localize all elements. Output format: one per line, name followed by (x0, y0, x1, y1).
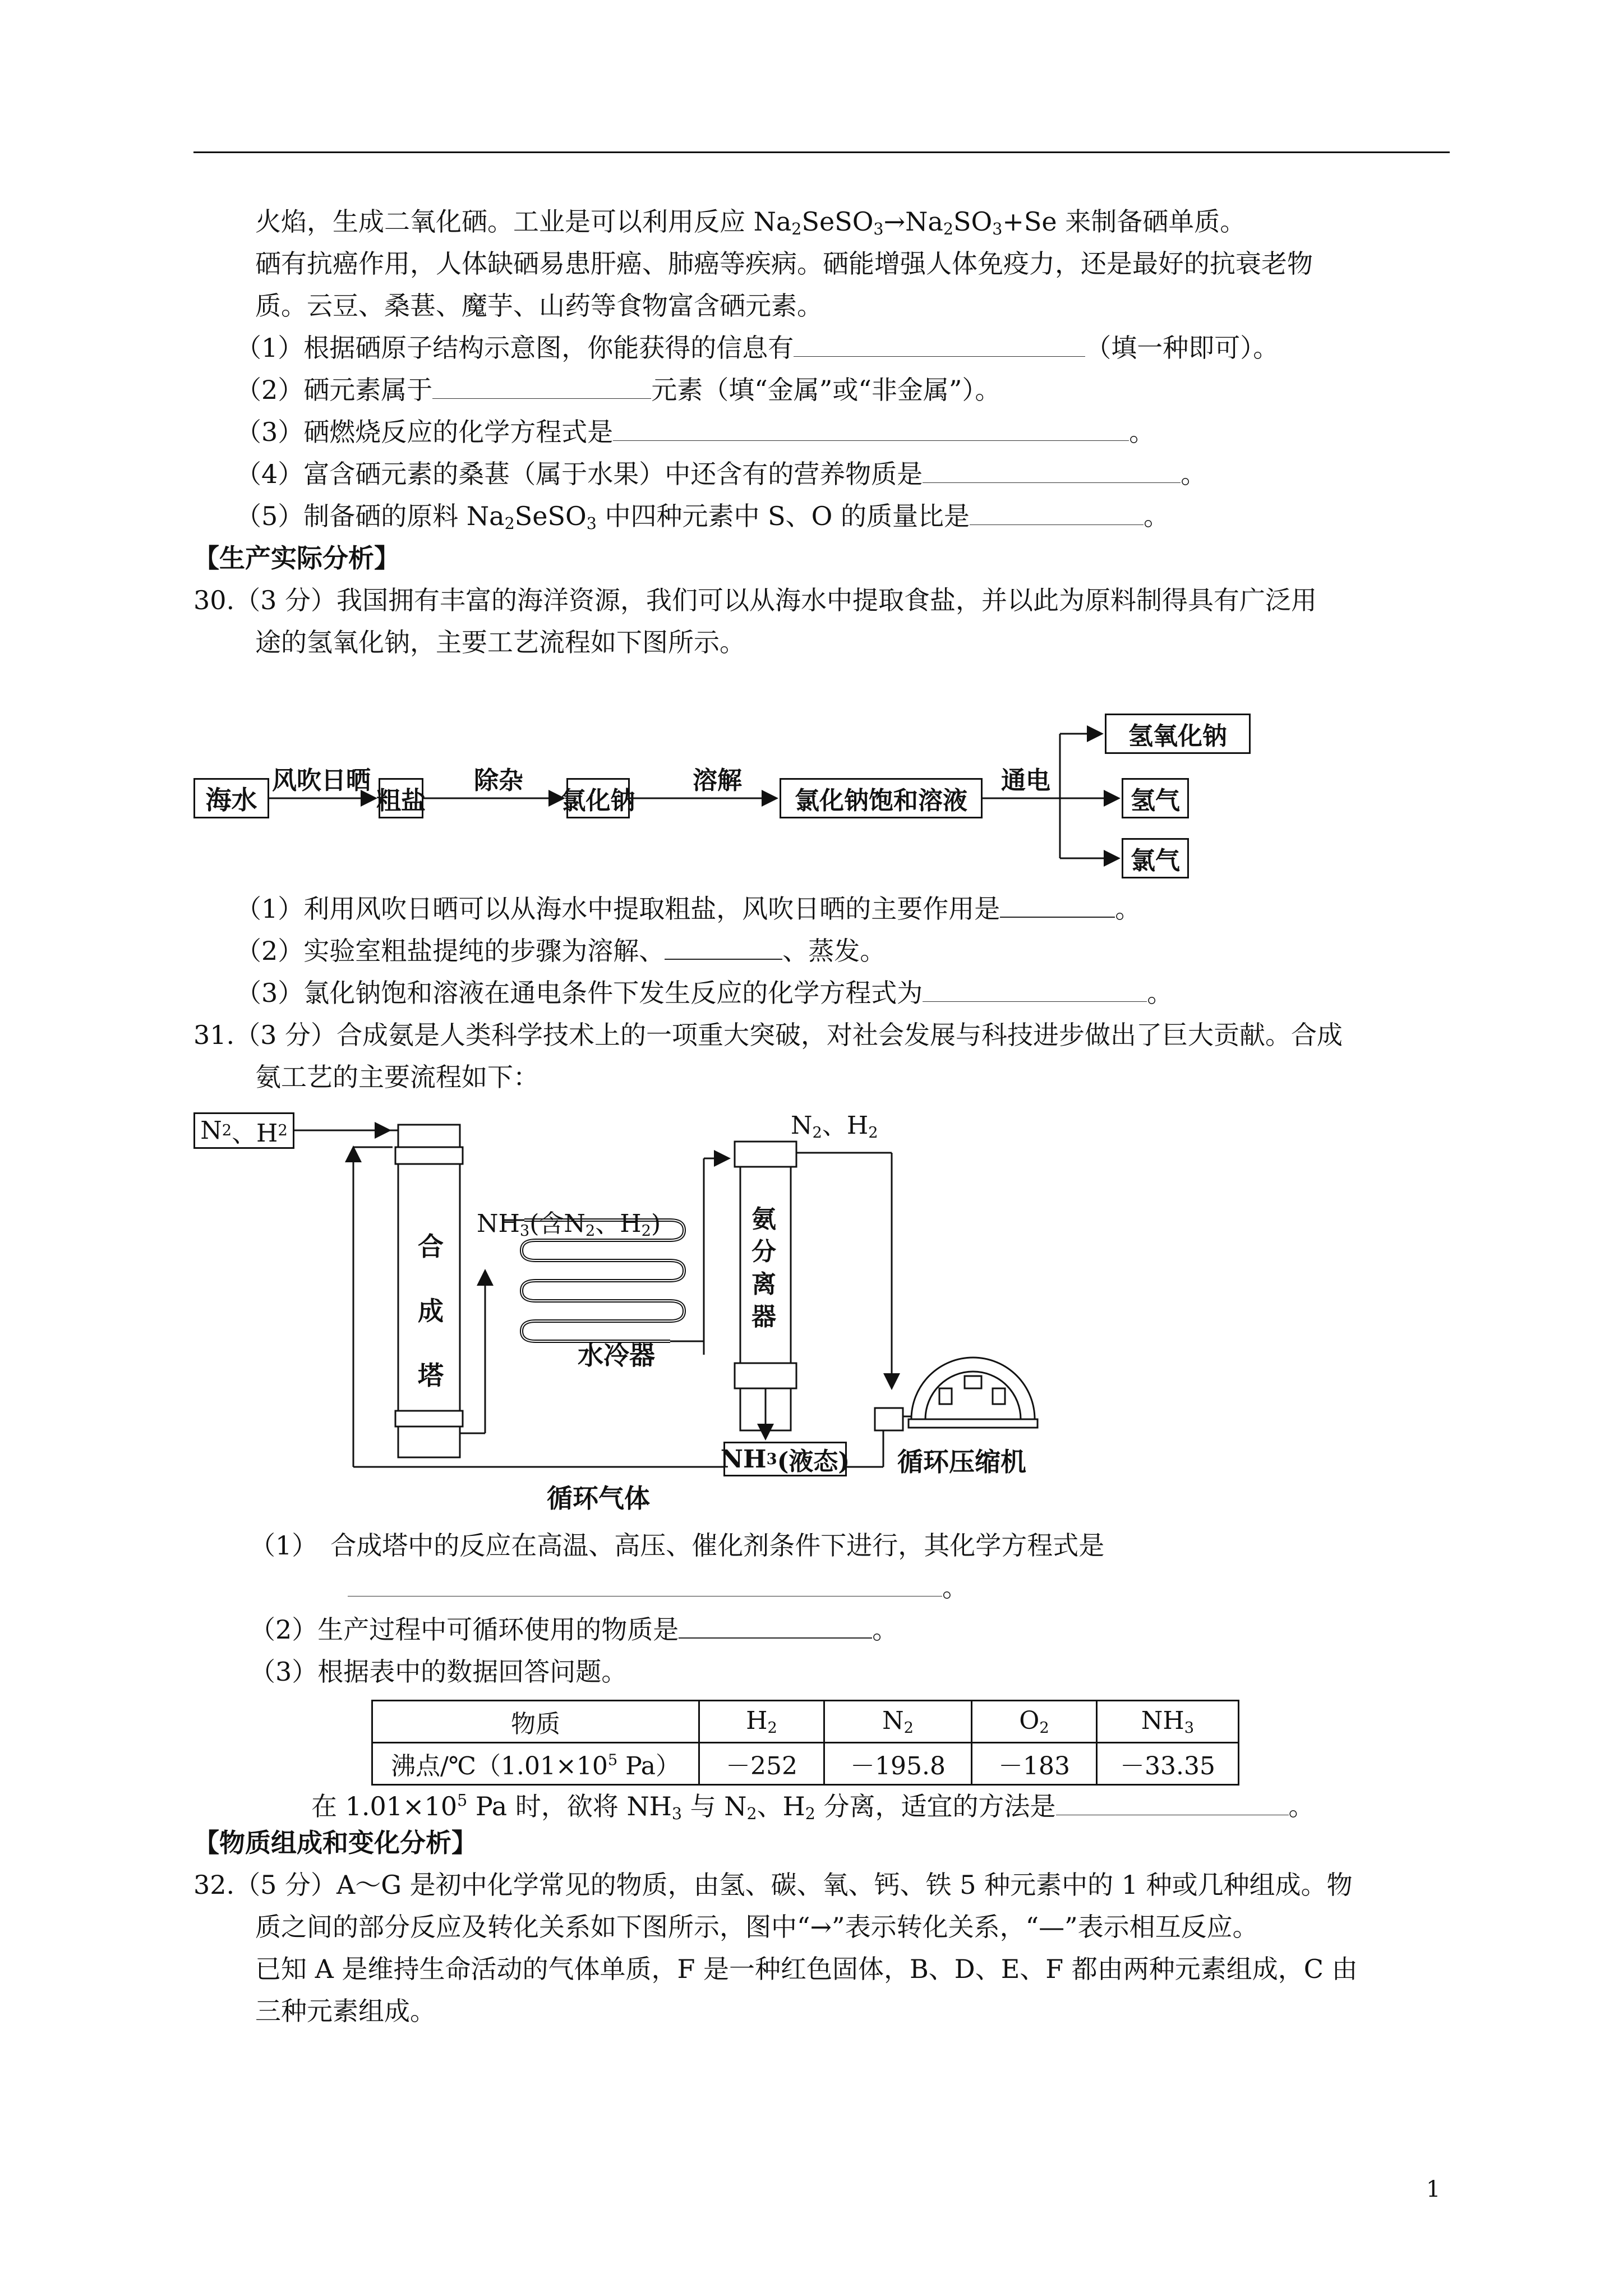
question-29-1: （1）根据硒原子结构示意图，你能获得的信息有 （填一种即可）。 (236, 333, 1279, 363)
answer-blank[interactable] (923, 460, 1181, 483)
text-line: 质。云豆、桑葚、魔芋、山药等食物富含硒元素。 (255, 291, 823, 321)
box-saturated-solution: 氯化钠饱和溶液 (780, 778, 983, 818)
question-30-stem: 30.（3 分）我国拥有丰富的海洋资源，我们可以从海水中提取食盐，并以此为原料制得具有广泛用 (193, 585, 1317, 615)
text-line: 硒有抗癌作用，人体缺硒易患肝癌、肺癌等疾病。硒能增强人体免疫力，还是最好的抗衰老物 (255, 249, 1313, 279)
question-32-line: 32.（5 分）A～G 是初中化学常见的物质，由氢、碳、氧、钙、铁 5 种元素中的 1 种或几种组成。物 (193, 1870, 1353, 1900)
input-gas-box: N 2 、H 2 (193, 1112, 294, 1149)
separator-label: 氨 分 离 器 (751, 1205, 776, 1331)
answer-blank[interactable] (970, 502, 1144, 525)
answer-blank[interactable] (1000, 894, 1115, 918)
answer-blank[interactable] (665, 936, 782, 960)
answer-blank[interactable] (679, 1615, 872, 1639)
question-29-3: （3）硒燃烧反应的化学方程式是 。 (236, 417, 1155, 447)
synthesis-tower-label: 合 成 塔 (418, 1231, 444, 1391)
process-flow-diagram (193, 707, 1276, 892)
question-32-line: 质之间的部分反应及转化关系如下图所示，图中“→”表示转化关系，“—”表示相互反应。 (255, 1912, 1258, 1942)
question-31-3-prompt: 在 $1.01\times 10^5$ Pa 时，欲将 $NH_3$ 与 $N_2$、$H_2$ 分离，适宜的方法是 。 (311, 1791, 1315, 1824)
mixture-label: $NH_3$(含$N_2$、$H_2$) (477, 1209, 661, 1240)
table-row (372, 1743, 1239, 1785)
section-heading: 【生产实际分析】 (193, 543, 400, 573)
table-header: $N_2$ (824, 1701, 972, 1743)
liquid-ammonia-box: NH 3 (液态) (723, 1442, 847, 1476)
table-cell: －252 (699, 1743, 824, 1785)
boiling-point-table (371, 1700, 1239, 1786)
question-31-2: （2）生产过程中可循环使用的物质是 。 (250, 1614, 898, 1645)
question-31-3: （3）根据表中的数据回答问题。 (250, 1657, 628, 1687)
page-number: 1 (1426, 2177, 1441, 2202)
question-30-2: （2）实验室粗盐提纯的步骤为溶解、 、蒸发。 (236, 936, 886, 966)
question-32-line: 已知 A 是维持生命活动的气体单质，F 是一种红色固体，B、D、E、F 都由两种元素组成，C 由 (255, 1954, 1358, 1984)
section-heading: 【物质组成和变化分析】 (193, 1828, 477, 1858)
question-30-1: （1）利用风吹日晒可以从海水中提取粗盐，风吹日晒的主要作用是 。 (236, 894, 1141, 924)
question-29-4: （4）富含硒元素的桑葚（属于水果）中还含有的营养物质是 。 (236, 459, 1207, 489)
question-30-stem: 途的氢氧化钠，主要工艺流程如下图所示。 (255, 627, 745, 657)
question-31-1-answer: 。 (348, 1571, 968, 1604)
table-cell: －183 (972, 1743, 1097, 1785)
table-header: $O_2$ (972, 1701, 1097, 1743)
answer-blank[interactable] (923, 979, 1147, 1002)
table-cell: －33.35 (1097, 1743, 1239, 1785)
text-line: 火焰，生成二氧化硒。工业是可以利用反应 $Na_2SeSO_3\to Na_2SO_3+Se$ 来制备硒单质。 (255, 206, 1246, 239)
question-29-5: （5）制备硒的原料 $Na_2SeSO_3$ 中四种元素中 S、O 的质量比是 。 (236, 501, 1169, 533)
box-crude-salt: 粗盐 (379, 778, 423, 818)
step-label: 除杂 (474, 766, 523, 795)
table-header: $H_2$ (699, 1701, 824, 1743)
step-label: 风吹日晒 (272, 766, 371, 795)
box-sodium-hydroxide: 氢氧化钠 (1105, 714, 1251, 754)
answer-blank[interactable] (613, 418, 1129, 441)
table-header: 物质 (372, 1701, 699, 1743)
water-cooler-label: 水冷器 (578, 1340, 655, 1370)
step-label: 溶解 (693, 766, 742, 795)
question-31-stem: 氨工艺的主要流程如下： (255, 1062, 539, 1092)
answer-blank[interactable] (1056, 1792, 1289, 1815)
answer-blank[interactable] (794, 334, 1085, 357)
recycle-gas-label: 循环气体 (547, 1483, 650, 1513)
step-label: 通电 (1001, 766, 1050, 795)
table-cell: －195.8 (824, 1743, 972, 1785)
question-30-3: （3）氯化钠饱和溶液在通电条件下发生反应的化学方程式为 。 (236, 978, 1173, 1008)
table-cell: 沸点$/℃(1.01\times 10^5$ Pa） (372, 1743, 699, 1785)
answer-blank[interactable] (432, 376, 651, 399)
recycled-gas-top-label: $N_2$、$H_2$ (791, 1111, 878, 1142)
question-29-2: （2）硒元素属于 元素（填“金属”或“非金属”）。 (236, 375, 1001, 405)
table-row (372, 1701, 1239, 1743)
question-32-line: 三种元素组成。 (255, 1996, 436, 2026)
box-sodium-chloride: 氯化钠 (566, 778, 630, 818)
ammonia-process-diagram (193, 1108, 1091, 1523)
box-seawater: 海水 (193, 778, 269, 818)
question-31-1: （1） 合成塔中的反应在高温、高压、催化剂条件下进行，其化学方程式是 (250, 1530, 1105, 1561)
box-chlorine: 氯气 (1122, 838, 1189, 878)
box-hydrogen: 氢气 (1122, 778, 1189, 818)
header-rule (193, 151, 1450, 153)
table-header: $NH_3$ (1097, 1701, 1239, 1743)
compressor-label: 循环压缩机 (897, 1447, 1026, 1477)
answer-blank[interactable] (348, 1573, 942, 1596)
question-31-stem: 31.（3 分）合成氨是人类科学技术上的一项重大突破，对社会发展与科技进步做出了巨大贡献。合成 (193, 1020, 1343, 1050)
